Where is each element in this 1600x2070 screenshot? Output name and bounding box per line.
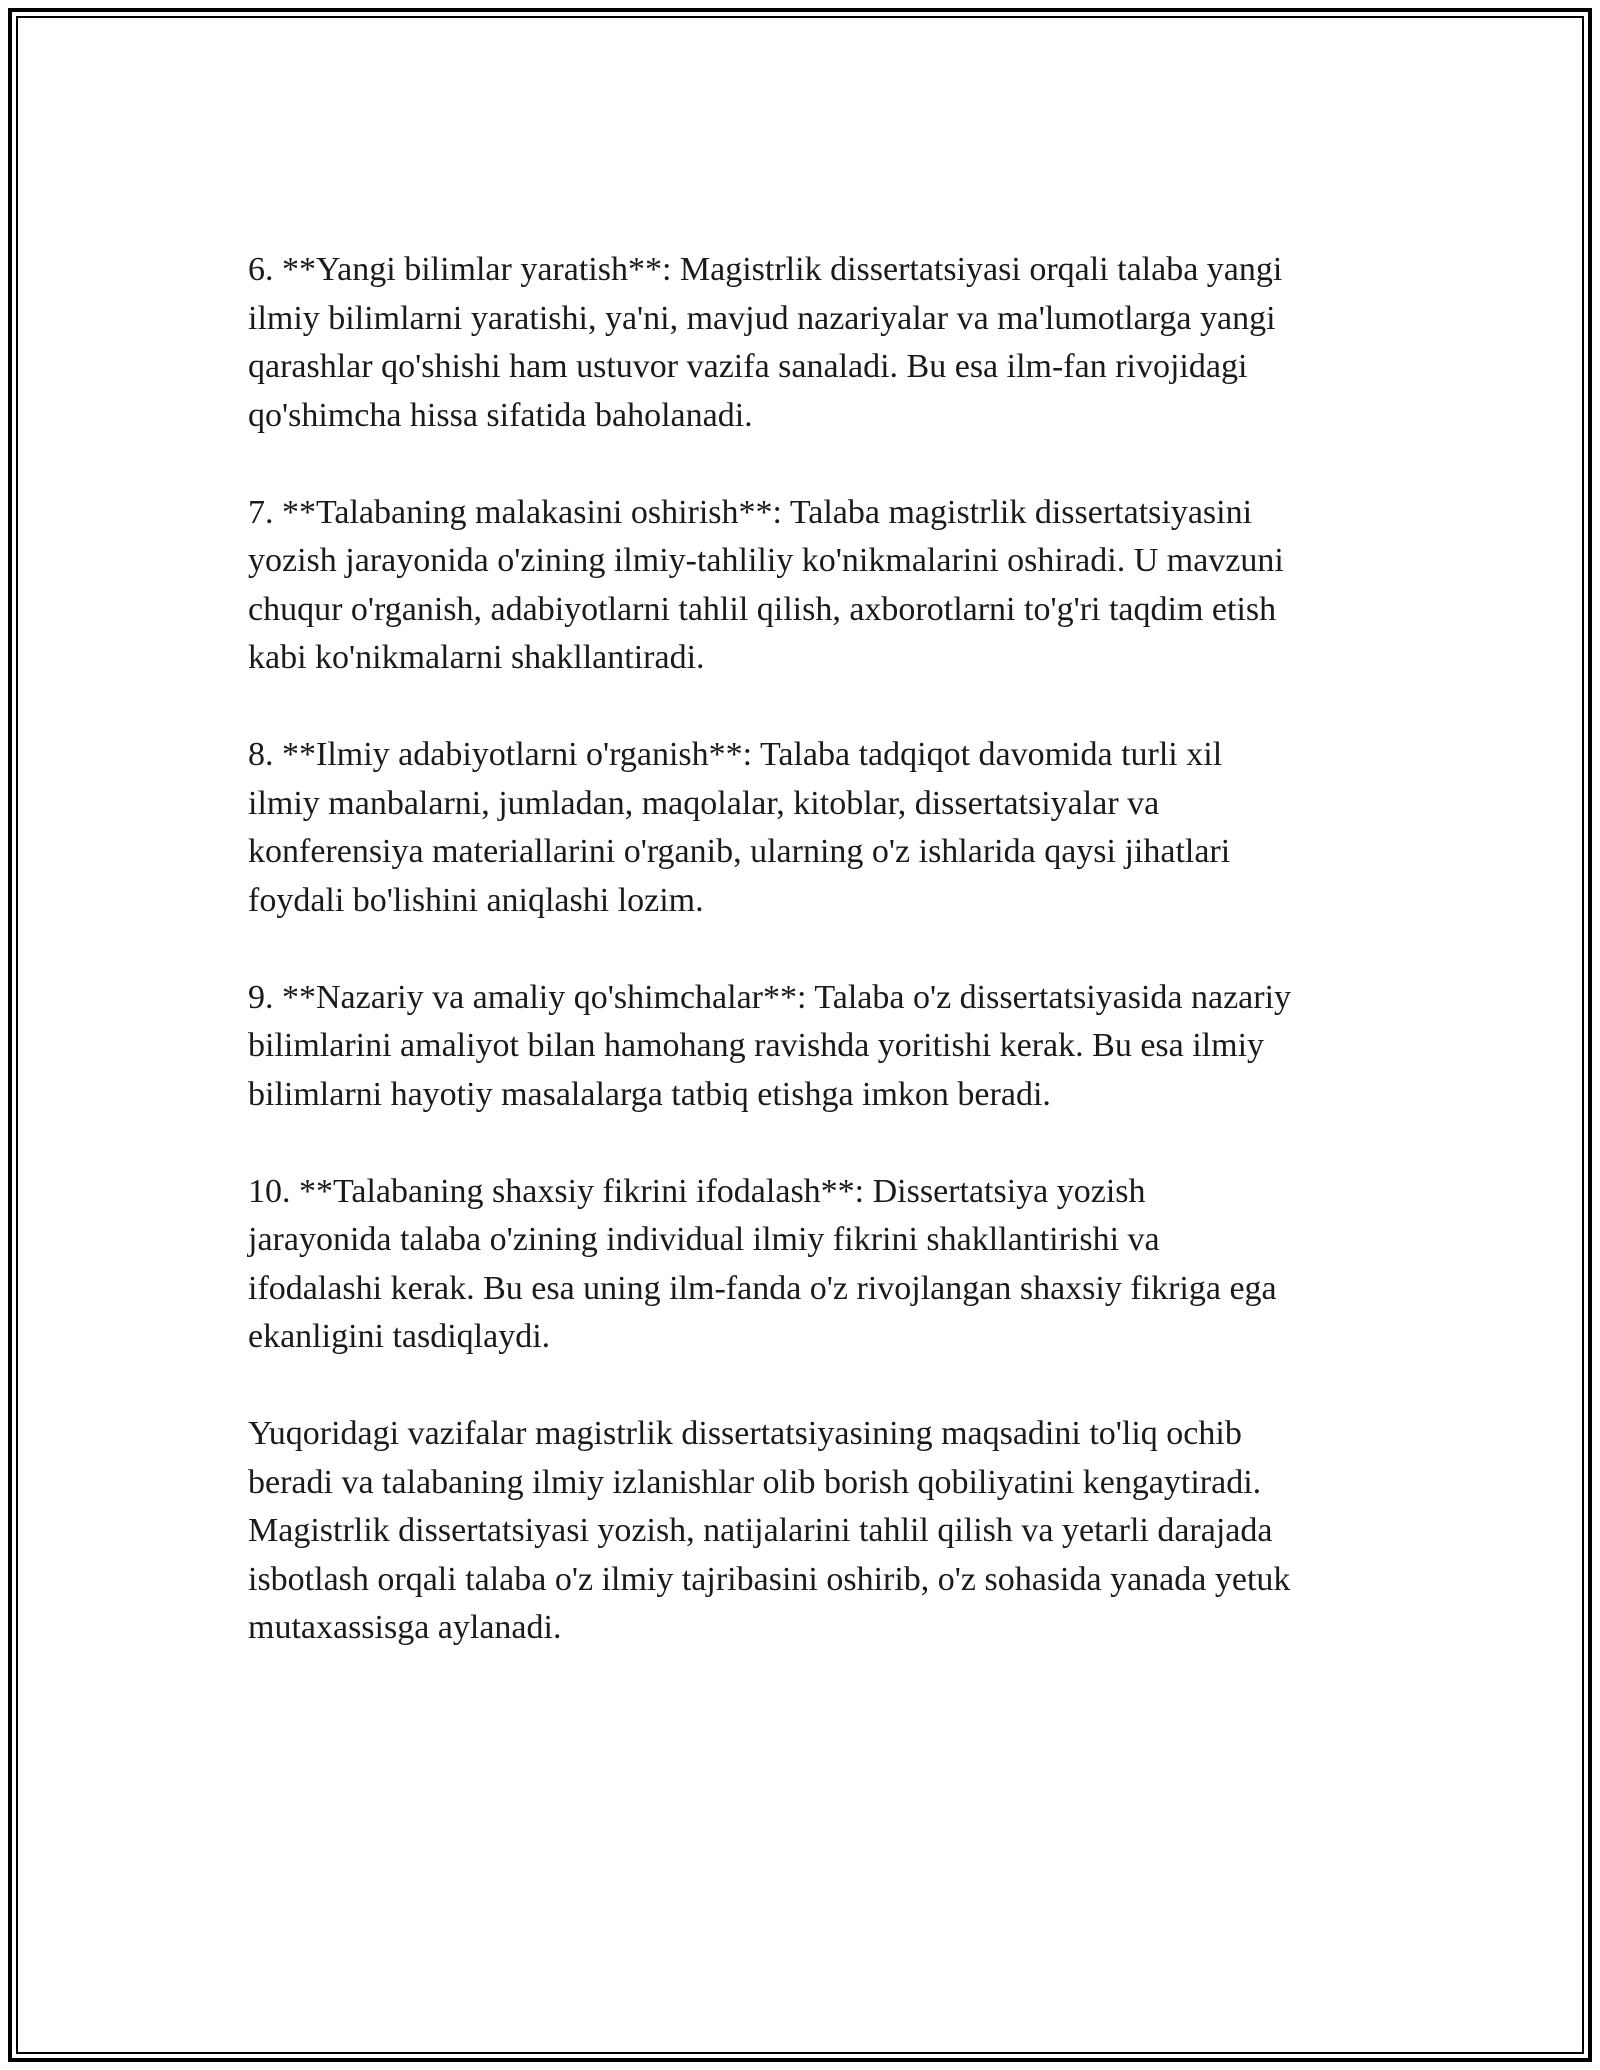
text-line: Magistrlik dissertatsiyasi yozish, natijalarini tahlil qilish va yetarli darajada	[248, 1512, 1273, 1549]
text-line: qarashlar qo'shishi ham ustuvor vazifa sanaladi. Bu esa ilm-fan rivojidagi	[248, 348, 1248, 385]
text-line: mutaxassisga aylanadi.	[248, 1609, 562, 1646]
text-line: 9. **Nazariy va amaliy qo'shimchalar**: Talaba o'z dissertatsiyasida nazariy	[248, 978, 1292, 1016]
paragraph-item-8	[248, 731, 1398, 925]
text-line: jarayonida talaba o'zining individual ilmiy fikrini shakllantirishi va	[248, 1221, 1160, 1258]
text-line: ifodalashi kerak. Bu esa uning ilm-fanda o'z rivojlangan shaxsiy fikriga ega	[248, 1269, 1277, 1307]
text-line: foydali bo'lishini aniqlashi lozim.	[248, 881, 704, 919]
text-line: bilimlarini amaliyot bilan hamohang ravishda yoritishi kerak. Bu esa ilmiy	[248, 1027, 1265, 1064]
paragraph-item-9	[248, 974, 1398, 1120]
text-line: chuqur o'rganish, adabiyotlarni tahlil qilish, axborotlarni to'g'ri taqdim etish	[248, 590, 1277, 628]
paragraph-item-10	[248, 1168, 1398, 1362]
text-line: isbotlash orqali talaba o'z ilmiy tajribasini oshirib, o'z sohasida yanada yetuk	[248, 1560, 1291, 1598]
document-body	[248, 246, 1398, 1701]
text-line: 7. **Talabaning malakasini oshirish**: Talaba magistrlik dissertatsiyasini	[248, 493, 1253, 531]
paragraph-item-7	[248, 489, 1398, 683]
text-line: Yuqoridagi vazifalar magistrlik dissertatsiyasining maqsadini to'liq ochib	[248, 1415, 1242, 1452]
paragraph-conclusion	[248, 1410, 1398, 1653]
text-line: 6. **Yangi bilimlar yaratish**: Magistrlik dissertatsiyasi orqali talaba yangi	[248, 251, 1283, 288]
paragraph-item-6	[248, 246, 1398, 440]
text-line: ilmiy manbalarni, jumladan, maqolalar, kitoblar, dissertatsiyalar va	[248, 784, 1160, 822]
text-line: bilimlarni hayotiy masalalarga tatbiq etishga imkon beradi.	[248, 1075, 1051, 1113]
text-line: 8. **Ilmiy adabiyotlarni o'rganish**: Talaba tadqiqot davomida turli xil	[248, 736, 1223, 773]
page-border	[8, 8, 1592, 2062]
text-line: yozish jarayonida o'zining ilmiy-tahliliy ko'nikmalarini oshiradi. U mavzuni	[248, 542, 1284, 579]
text-line: beradi va talabaning ilmiy izlanishlar olib borish qobiliyatini kengaytiradi.	[248, 1463, 1262, 1501]
text-line: 10. **Talabaning shaxsiy fikrini ifodalash**: Dissertatsiya yozish	[248, 1172, 1146, 1210]
text-line: ekanligini tasdiqlaydi.	[248, 1318, 551, 1355]
text-line: ilmiy bilimlarni yaratishi, ya'ni, mavjud nazariyalar va ma'lumotlarga yangi	[248, 299, 1276, 337]
text-line: konferensiya materiallarini o'rganib, ularning o'z ishlarida qaysi jihatlari	[248, 833, 1231, 870]
text-line: kabi ko'nikmalarni shakllantiradi.	[248, 639, 705, 676]
text-line: qo'shimcha hissa sifatida baholanadi.	[248, 396, 753, 434]
